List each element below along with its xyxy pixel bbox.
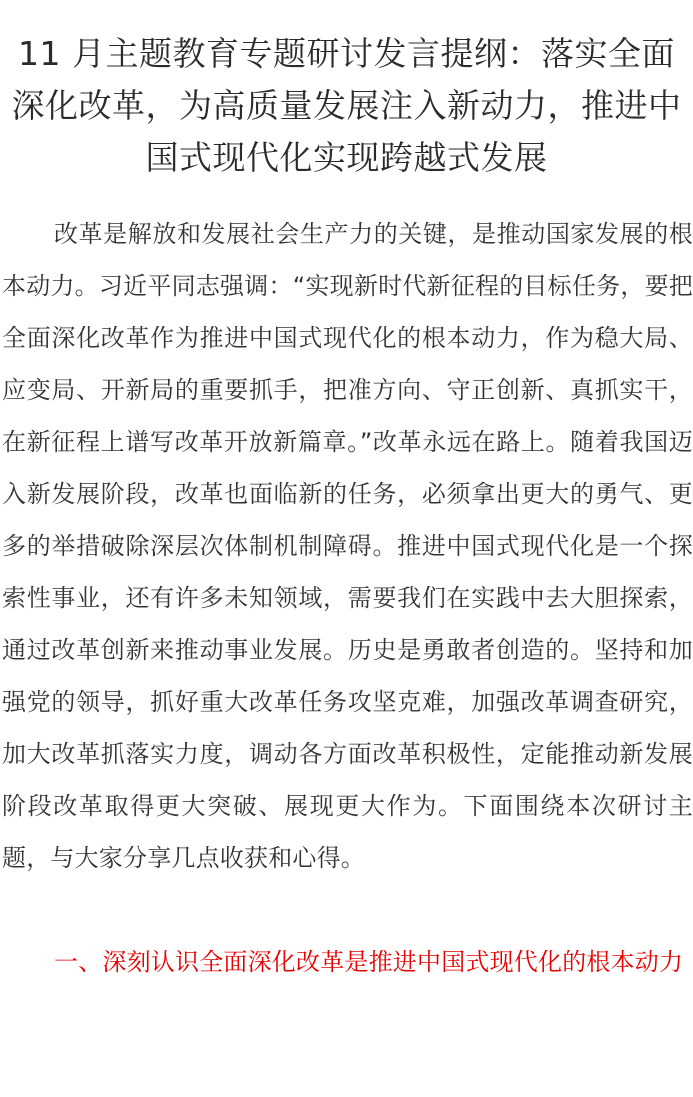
article-title: 11 月主题教育专题研讨发言提纲：落实全面深化改革，为高质量发展注入新动力，推进中国式现代化实现跨越式发展 xyxy=(11,34,682,177)
section-heading-1: 一、深刻认识全面深化改革是推进中国式现代化的根本动力 xyxy=(54,948,684,976)
intro-paragraph: 改革是解放和发展社会生产力的关键，是推动国家发展的根本动力。习近平同志强调：“实现新时代新征程的目标任务，要把全面深化改革作为推进中国式现代化的根本动力，作为稳大局、应变局、开新局的重要抓手，把准方向、守正创新、真抓实干，在新征程上谱写改革开放新篇章。”改革永远在路上。随着我国迈入新发展阶段，改革也面临新的任务，必须拿出更大的勇气、更多的举措破除深层次体制机制障碍。推进中国式现代化是一个探索性事业，还有许多未知领域，需要我们在实践中去大胆探索，通过改革创新来推动事业发展。历史是勇敢者创造的。坚持和加强党的领导，抓好重大改革任务攻坚克难，加强改革调查研究，加大改革抓落实力度，调动各方面改革积极性，定能推动新发展阶段改革取得更大突破、展现更大作为。下面围绕本次研讨主题，与大家分享几点收获和心得。 xyxy=(2,220,693,872)
